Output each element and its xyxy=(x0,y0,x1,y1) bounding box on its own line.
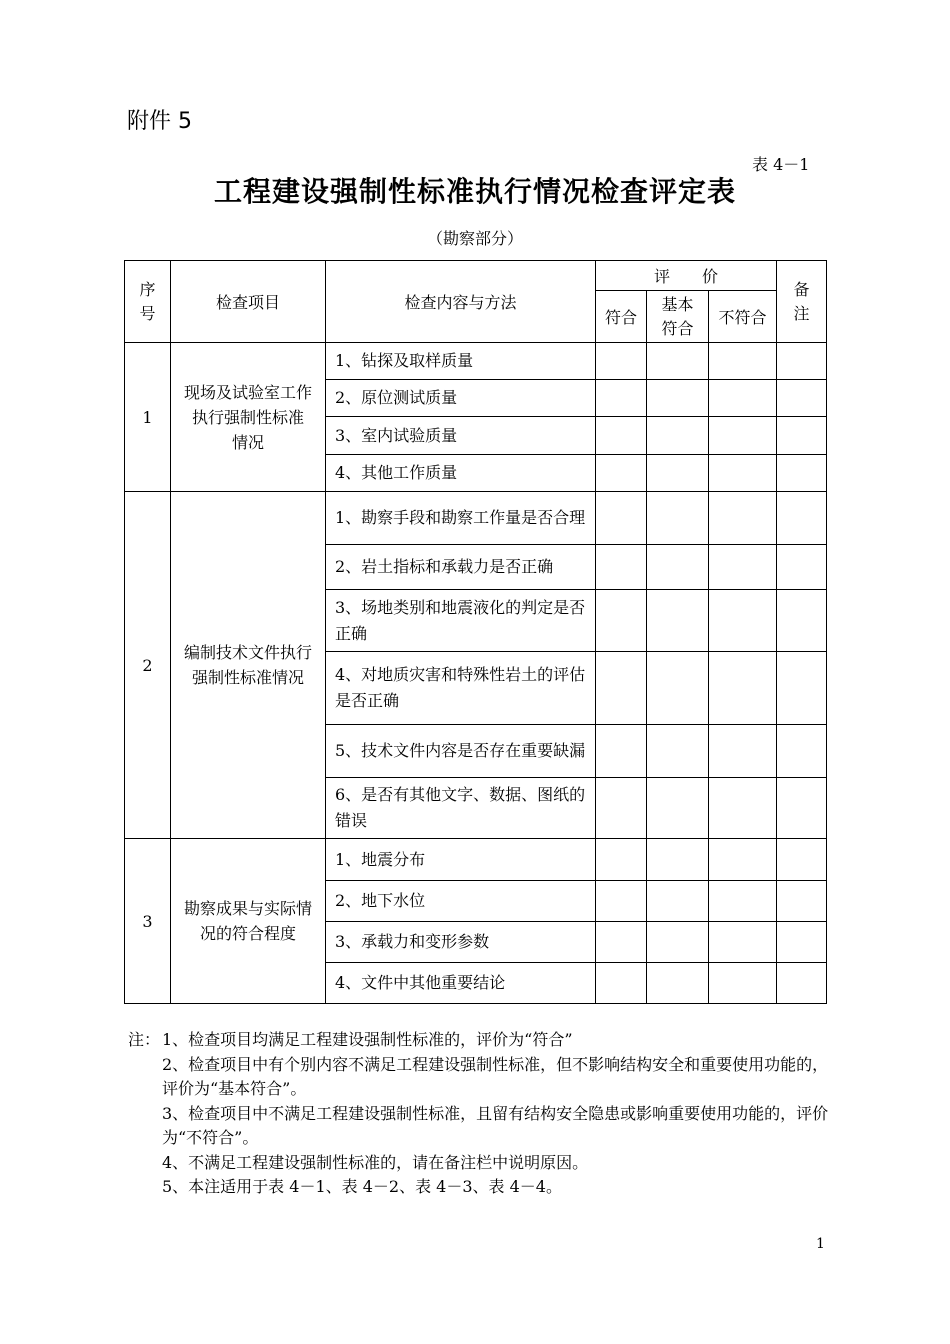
check-item-line: 执行强制性标准 xyxy=(191,407,304,427)
conform-cell[interactable] xyxy=(596,455,647,492)
remark-cell[interactable] xyxy=(777,492,827,545)
nonconform-cell[interactable] xyxy=(709,963,777,1004)
remark-cell[interactable] xyxy=(777,922,827,963)
basic-conform-cell[interactable] xyxy=(647,455,709,492)
nonconform-cell[interactable] xyxy=(709,590,777,652)
conform-cell[interactable] xyxy=(596,963,647,1004)
header-remark xyxy=(777,261,827,343)
notes-section xyxy=(128,1028,830,1200)
check-content-cell: 4、其他工作质量 xyxy=(326,455,596,492)
header-basic-line: 基本 xyxy=(661,294,694,314)
page-number: 1 xyxy=(816,1236,825,1252)
conform-cell[interactable] xyxy=(596,652,647,725)
basic-conform-cell[interactable] xyxy=(647,922,709,963)
basic-conform-cell[interactable] xyxy=(647,778,709,839)
check-content-cell: 3、承载力和变形参数 xyxy=(326,922,596,963)
check-item-line: 情况 xyxy=(231,432,264,452)
note-text: 5、本注适用于表 4－1、表 4－2、表 4－3、表 4－4。 xyxy=(162,1177,562,1196)
header-remark-line: 注 xyxy=(793,303,810,323)
basic-conform-cell[interactable] xyxy=(647,652,709,725)
check-content-cell: 1、地震分布 xyxy=(326,839,596,881)
header-content: 检查内容与方法 xyxy=(326,261,596,343)
header-seq xyxy=(125,261,171,343)
check-content-cell: 5、技术文件内容是否存在重要缺漏 xyxy=(326,725,596,778)
basic-conform-cell[interactable] xyxy=(647,590,709,652)
conform-cell[interactable] xyxy=(596,492,647,545)
table-row xyxy=(125,839,827,881)
header-nonconform: 不符合 xyxy=(709,291,777,343)
conform-cell[interactable] xyxy=(596,380,647,417)
check-content-cell: 6、是否有其他文字、数据、图纸的错误 xyxy=(326,778,596,839)
nonconform-cell[interactable] xyxy=(709,545,777,590)
header-basic-line: 符合 xyxy=(661,318,694,338)
check-item-line: 勘察成果与实际情 xyxy=(183,899,312,918)
remark-cell[interactable] xyxy=(777,545,827,590)
page-title: 工程建设强制性标准执行情况检查评定表 xyxy=(213,175,736,208)
header-remark-line: 备 xyxy=(793,279,810,299)
header-conform: 符合 xyxy=(596,291,647,343)
check-content-cell: 3、室内试验质量 xyxy=(326,417,596,455)
check-content-cell: 1、勘察手段和勘察工作量是否合理 xyxy=(326,492,596,545)
remark-cell[interactable] xyxy=(777,343,827,380)
note-item xyxy=(128,1028,830,1053)
table-row xyxy=(125,343,827,380)
table-number: 表 4－1 xyxy=(752,155,810,174)
seq-cell: 1 xyxy=(125,343,171,492)
check-item-cell xyxy=(171,492,326,839)
basic-conform-cell[interactable] xyxy=(647,725,709,778)
note-text: 3、检查项目中不满足工程建设强制性标准，且留有结构安全隐患或影响重要使用功能的，评价为“不符合”。 xyxy=(162,1103,829,1147)
nonconform-cell[interactable] xyxy=(709,343,777,380)
remark-cell[interactable] xyxy=(777,963,827,1004)
basic-conform-cell[interactable] xyxy=(647,881,709,922)
basic-conform-cell[interactable] xyxy=(647,963,709,1004)
check-content-cell: 4、对地质灾害和特殊性岩土的评估是否正确 xyxy=(326,652,596,725)
conform-cell[interactable] xyxy=(596,590,647,652)
remark-cell[interactable] xyxy=(777,881,827,922)
note-item xyxy=(162,1151,830,1176)
remark-cell[interactable] xyxy=(777,778,827,839)
conform-cell[interactable] xyxy=(596,839,647,881)
header-seq-line: 序 xyxy=(139,279,156,299)
remark-cell[interactable] xyxy=(777,725,827,778)
remark-cell[interactable] xyxy=(777,455,827,492)
nonconform-cell[interactable] xyxy=(709,492,777,545)
basic-conform-cell[interactable] xyxy=(647,839,709,881)
table-row xyxy=(125,492,827,545)
basic-conform-cell[interactable] xyxy=(647,343,709,380)
check-item-cell xyxy=(171,343,326,492)
check-item-line: 编制技术文件执行 xyxy=(183,643,312,662)
remark-cell[interactable] xyxy=(777,652,827,725)
check-content-cell: 2、岩土指标和承载力是否正确 xyxy=(326,545,596,590)
basic-conform-cell[interactable] xyxy=(647,417,709,455)
nonconform-cell[interactable] xyxy=(709,455,777,492)
nonconform-cell[interactable] xyxy=(709,778,777,839)
check-item-line: 况的符合程度 xyxy=(199,924,296,943)
attachment-label: 附件 5 xyxy=(127,109,192,134)
note-item xyxy=(162,1175,830,1200)
evaluation-table xyxy=(124,260,827,1004)
note-text: 4、不满足工程建设强制性标准的，请在备注栏中说明原因。 xyxy=(162,1152,589,1172)
note-item xyxy=(162,1102,830,1151)
header-evaluation: 评 价 xyxy=(596,261,777,291)
page-subtitle: （勘察部分） xyxy=(426,229,523,248)
conform-cell[interactable] xyxy=(596,417,647,455)
conform-cell[interactable] xyxy=(596,778,647,839)
remark-cell[interactable] xyxy=(777,590,827,652)
check-content-cell: 4、文件中其他重要结论 xyxy=(326,963,596,1004)
check-content-cell: 2、地下水位 xyxy=(326,881,596,922)
header-seq-line: 号 xyxy=(139,303,156,323)
note-text: 1、检查项目均满足工程建设强制性标准的，评价为“符合” xyxy=(162,1030,573,1049)
notes-lead: 注： xyxy=(128,1030,161,1049)
conform-cell[interactable] xyxy=(596,922,647,963)
nonconform-cell[interactable] xyxy=(709,922,777,963)
conform-cell[interactable] xyxy=(596,881,647,922)
check-item-line: 现场及试验室工作 xyxy=(183,382,312,402)
nonconform-cell[interactable] xyxy=(709,652,777,725)
check-item-cell xyxy=(171,839,326,1004)
seq-cell: 2 xyxy=(125,492,171,839)
nonconform-cell[interactable] xyxy=(709,881,777,922)
conform-cell[interactable] xyxy=(596,725,647,778)
nonconform-cell[interactable] xyxy=(709,380,777,417)
nonconform-cell[interactable] xyxy=(709,725,777,778)
header-basic-conform xyxy=(647,291,709,343)
seq-cell: 3 xyxy=(125,839,171,1004)
remark-cell[interactable] xyxy=(777,417,827,455)
conform-cell[interactable] xyxy=(596,343,647,380)
nonconform-cell[interactable] xyxy=(709,417,777,455)
header-item: 检查项目 xyxy=(171,261,326,343)
basic-conform-cell[interactable] xyxy=(647,380,709,417)
check-item-line: 强制性标准情况 xyxy=(191,668,304,687)
note-item xyxy=(162,1053,830,1102)
nonconform-cell[interactable] xyxy=(709,839,777,881)
remark-cell[interactable] xyxy=(777,380,827,417)
note-text: 2、检查项目中有个别内容不满足工程建设强制性标准，但不影响结构安全和重要使用功能的，评价为“基本符合”。 xyxy=(162,1054,829,1098)
check-content-cell: 3、场地类别和地震液化的判定是否正确 xyxy=(326,590,596,652)
check-content-cell: 2、原位测试质量 xyxy=(326,380,596,417)
remark-cell[interactable] xyxy=(777,839,827,881)
basic-conform-cell[interactable] xyxy=(647,492,709,545)
conform-cell[interactable] xyxy=(596,545,647,590)
basic-conform-cell[interactable] xyxy=(647,545,709,590)
check-content-cell: 1、钻探及取样质量 xyxy=(326,343,596,380)
